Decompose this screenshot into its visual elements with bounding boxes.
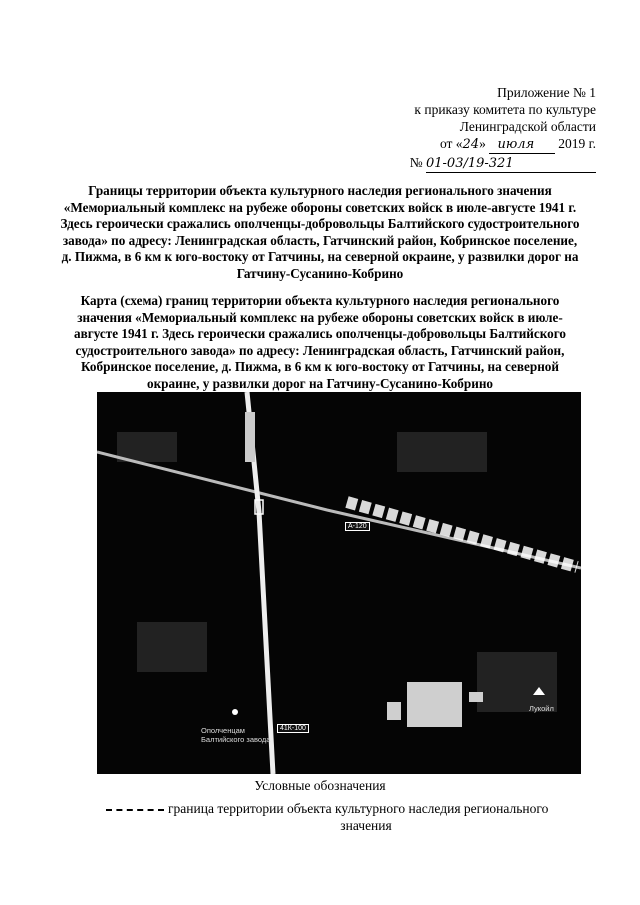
map-heading: Карта (схема) границ территории объекта культурного наследия регионального значения «Мемориальный комплекс на рубеже обороны советских войск в июле-августе 1941 г. Здесь героически сражались ополченцы-добровольцы Балтийского судостроительного завода» по адресу: Ленинградская область, Гатчинский район, Кобринское поселение, д. Пижма, в 6 км к юго-востоку от Гатчины, на северной окраине, у развилки дорог на Гатчину-Сусанино-Кобрино — [73, 293, 567, 391]
dashed-boundary-symbol — [106, 809, 164, 811]
order-number: 01-03/19-321 — [426, 155, 596, 173]
date-day: 24 — [462, 137, 480, 152]
appendix-title: Приложение № 1 — [497, 85, 596, 100]
appendix-block — [336, 84, 596, 173]
date-year: 2019 г. — [558, 136, 596, 151]
appendix-number: № 01-03/19-321 — [336, 154, 596, 173]
road-label-a120: А-120 — [345, 522, 370, 531]
appendix-order-line: к приказу комитета по культуре — [414, 102, 596, 117]
date-month: июля — [489, 136, 555, 154]
satellite-map — [97, 392, 581, 774]
road-label-41k100: 41К-100 — [277, 724, 309, 733]
map-graphics — [97, 392, 581, 774]
legend-title: Условные обозначения — [254, 778, 386, 793]
document-heading: Границы территории объекта культурного наследия регионального значения «Мемориальный комплекс на рубеже обороны советских войск в июле-августе 1941 г. Здесь героически сражались ополченцы-добровольцы Балтийского судостроительного завода» по адресу: Ленинградская область, Гатчинский район, Кобринское поселение, д. Пижма, в 6 км к юго-востоку от Гатчины, на северной окраине, у развилки дорог на Гатчину-Сусанино-Кобрино — [60, 183, 580, 281]
legend: граница территории объекта культурного наследия регионального значения — [106, 800, 586, 834]
appendix-region-line: Ленинградской области — [459, 119, 596, 134]
memorial-label: Ополченцам Балтийского завода — [201, 726, 271, 744]
lukoil-label: Лукойл — [529, 704, 554, 713]
memorial-marker-icon — [232, 709, 238, 715]
legend-item-text: граница территории объекта культурного наследия регионального — [168, 801, 549, 816]
appendix-date: от «24» июля 2019 г. — [439, 136, 596, 152]
